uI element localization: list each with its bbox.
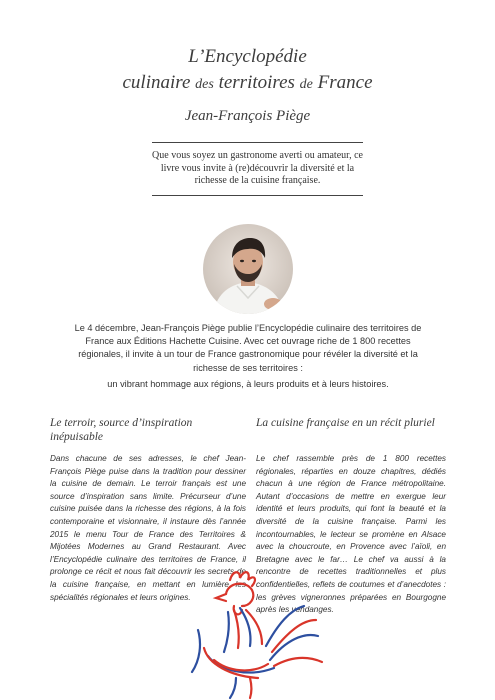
document-title-line1: L’Encyclopédie — [188, 46, 307, 67]
divider-top — [152, 142, 363, 143]
right-column-paragraph: Le chef rassemble près de 1 800 recettes régionales, réparties en douze chapitres, dédiés chacun à une région de France métropolitaine. Autant d’occasions de mettre en exergue leur identité et leurs produits, qui font la beauté et la diversité de la cuisine française. Parmi les incontournables, le lecteur se promène en Alsace avec la choucroute, en Provence avec l’aïoli, en Bretagne avec le far… Le chef va aussi à la rencontre de recettes traditionnelles et plus confidentielles, reflets de coutumes et d’anecdotes : les grèves vigneronnes préparées en Bourgogne après les vendanges. — [256, 454, 446, 615]
announcement-text: Le 4 décembre, Jean-François Piège publie l’Encyclopédie culinaire des territoires de France aux Éditions Hachette Cuisine. Avec cet ouvrage riche de 1 800 recettes régionales, il invite à un tour de France gastronomique pour révéler la diversité et la richesse de ses territoires : — [74, 323, 422, 373]
left-column-heading: Le terroir, source d’inspiration inépuisable — [50, 417, 193, 443]
author-name: Jean-François Piège — [184, 108, 311, 124]
intro-text: Que vous soyez un gastronome averti ou amateur, ce livre vous invite à (re)découvrir la diversité et la richesse de la cuisine française. — [152, 150, 363, 187]
intro-blurb — [150, 150, 365, 188]
title-word: territoires — [218, 72, 295, 93]
announcement — [70, 322, 426, 391]
title-word: des — [195, 77, 214, 92]
title-word: France — [317, 72, 373, 93]
chef-portrait — [203, 224, 293, 314]
divider-bottom — [152, 195, 363, 196]
portrait-image — [203, 224, 293, 314]
announcement-closing: un vibrant hommage aux régions, à leurs produits et à leurs histoires. — [107, 378, 389, 389]
right-column-heading: La cuisine française en un récit pluriel — [256, 417, 435, 429]
rooster-illustration — [178, 560, 328, 700]
title-word: culinaire — [122, 72, 191, 93]
left-column-paragraph: Dans chacune de ses adresses, le chef Jean-François Piège puise dans la tradition pour dessiner la cuisine de demain. Le terroir français est une source d’inspiration sans limite. Précurseur d’une cuisine puisée dans la richesse des régions, à la fois contemporaine et visionnaire, il instaure dès l’année 2015 le menu Tour de France des Territoires & Mijotées Modernes au Grand Restaurant. Avec l’Encyclopédie culinaire des territoires de France, il prolonge ce récit et nous fait découvrir les secrets de la cuisine française, en mettant en lumière les spécialités régionales et leurs origines. — [50, 454, 246, 602]
title-word: de — [299, 77, 313, 92]
document-title-line2 — [0, 72, 495, 94]
